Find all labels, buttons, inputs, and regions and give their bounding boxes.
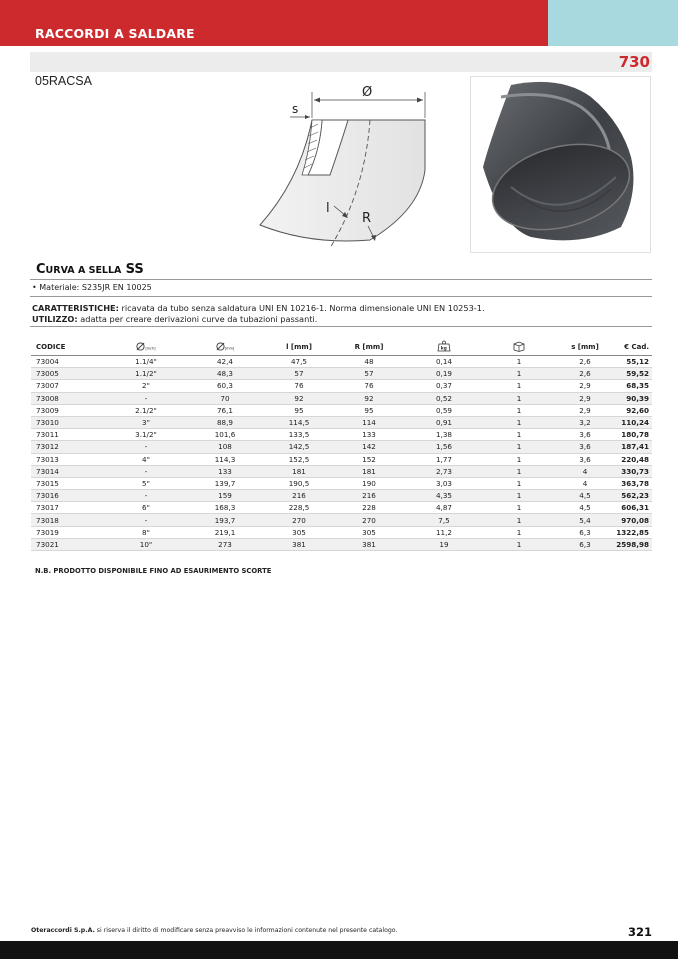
table-cell: 2,9 <box>554 404 616 416</box>
table-cell: 73017 <box>31 502 106 514</box>
table-row <box>31 380 652 392</box>
table-row <box>31 514 652 526</box>
table-cell: 73010 <box>31 416 106 428</box>
table-cell: 1 <box>484 380 554 392</box>
table-cell: 73013 <box>31 453 106 465</box>
table-cell: 6" <box>106 502 186 514</box>
header-bar <box>0 0 548 46</box>
table-cell: 1 <box>484 526 554 538</box>
col-r: R [mm] <box>334 339 404 356</box>
table-cell: 70 <box>186 392 264 404</box>
table-cell: 2,6 <box>554 356 616 368</box>
table-cell: 181 <box>264 465 334 477</box>
table-cell: 57 <box>334 368 404 380</box>
characteristics: CARATTERISTICHE: ricavata da tubo senza saldatura UNI EN 10216-1. Norma dimensionale UNI EN 10253-1. UTILIZZO: adatta per creare derivazioni curve da tubazioni passanti. <box>32 303 485 324</box>
table-cell: 114 <box>334 416 404 428</box>
table-row <box>31 429 652 441</box>
col-diameter-mm: [mm] <box>186 339 264 356</box>
l-label: l <box>326 201 330 216</box>
table-cell: 47,5 <box>264 356 334 368</box>
table-cell: 76 <box>334 380 404 392</box>
table-cell: 68,35 <box>616 380 652 392</box>
saddle-bend-image <box>471 77 650 252</box>
table-cell: 0,91 <box>404 416 484 428</box>
table-row <box>31 356 652 368</box>
category-title: RACCORDI A SALDARE <box>35 26 195 41</box>
technical-diagram <box>250 80 440 250</box>
table-row <box>31 490 652 502</box>
table-cell: 152,5 <box>264 453 334 465</box>
table-cell: 562,23 <box>616 490 652 502</box>
table-cell: 4,35 <box>404 490 484 502</box>
table-cell: 270 <box>334 514 404 526</box>
table-cell: 1,38 <box>404 429 484 441</box>
table-cell: 330,73 <box>616 465 652 477</box>
table-cell: 3.1/2" <box>106 429 186 441</box>
table-cell: 0,14 <box>404 356 484 368</box>
table-cell: - <box>106 441 186 453</box>
table-cell: 1 <box>484 538 554 550</box>
col-l: l [mm] <box>264 339 334 356</box>
table-cell: - <box>106 490 186 502</box>
table-cell: 4,5 <box>554 502 616 514</box>
availability-note: N.B. PRODOTTO DISPONIBILE FINO AD ESAURIMENTO SCORTE <box>35 567 272 575</box>
table-cell: 1 <box>484 490 554 502</box>
table-cell: - <box>106 514 186 526</box>
table-cell: 0,52 <box>404 392 484 404</box>
table-cell: 60,3 <box>186 380 264 392</box>
table-cell: 1.1/4" <box>106 356 186 368</box>
table-cell: 0,59 <box>404 404 484 416</box>
product-table <box>31 339 652 551</box>
diameter-label: Ø <box>362 85 373 100</box>
table-cell: 3,6 <box>554 429 616 441</box>
table-cell: 95 <box>334 404 404 416</box>
table-row <box>31 404 652 416</box>
table-cell: 76,1 <box>186 404 264 416</box>
table-cell: 190 <box>334 477 404 489</box>
table-cell: 73005 <box>31 368 106 380</box>
table-cell: 4,87 <box>404 502 484 514</box>
table-cell: 381 <box>334 538 404 550</box>
col-s: s [mm] <box>554 339 616 356</box>
table-cell: 305 <box>264 526 334 538</box>
table-cell: 5,4 <box>554 514 616 526</box>
table-cell: 8" <box>106 526 186 538</box>
table-cell: 2,6 <box>554 368 616 380</box>
page-code: 730 <box>618 53 650 71</box>
table-cell: 1,77 <box>404 453 484 465</box>
table-cell: 88,9 <box>186 416 264 428</box>
table-cell: 181 <box>334 465 404 477</box>
table-cell: 228 <box>334 502 404 514</box>
table-cell: 305 <box>334 526 404 538</box>
table-cell: 92 <box>264 392 334 404</box>
table-cell: 187,41 <box>616 441 652 453</box>
table-cell: 19 <box>404 538 484 550</box>
table-cell: 73008 <box>31 392 106 404</box>
table-header <box>31 339 652 356</box>
table-cell: 190,5 <box>264 477 334 489</box>
table-cell: 55,12 <box>616 356 652 368</box>
table-row <box>31 502 652 514</box>
r-label: R <box>362 211 372 226</box>
divider <box>30 326 652 327</box>
table-cell: 73015 <box>31 477 106 489</box>
col-weight <box>404 339 484 356</box>
table-cell: 42,4 <box>186 356 264 368</box>
table-cell: 142 <box>334 441 404 453</box>
table-row <box>31 416 652 428</box>
table-cell: 1 <box>484 465 554 477</box>
table-cell: 1 <box>484 392 554 404</box>
table-cell: 3" <box>106 416 186 428</box>
table-row <box>31 392 652 404</box>
table-cell: 92,60 <box>616 404 652 416</box>
footer-bar <box>0 941 678 959</box>
table-cell: 90,39 <box>616 392 652 404</box>
table-cell: 1 <box>484 502 554 514</box>
page-number: 321 <box>627 925 652 939</box>
table-cell: 73012 <box>31 441 106 453</box>
table-cell: 216 <box>264 490 334 502</box>
table-cell: 73011 <box>31 429 106 441</box>
table-cell: 363,78 <box>616 477 652 489</box>
table-cell: 381 <box>264 538 334 550</box>
table-cell: 1.1/2" <box>106 368 186 380</box>
table-cell: 270 <box>264 514 334 526</box>
table-cell: 7,5 <box>404 514 484 526</box>
table-cell: 108 <box>186 441 264 453</box>
table-cell: 95 <box>264 404 334 416</box>
table-cell: 0,19 <box>404 368 484 380</box>
table-cell: 142,5 <box>264 441 334 453</box>
table-cell: 11,2 <box>404 526 484 538</box>
table-cell: 1,56 <box>404 441 484 453</box>
divider <box>30 296 652 297</box>
table-cell: 48,3 <box>186 368 264 380</box>
kg-weight-icon <box>437 340 451 354</box>
box-icon <box>512 340 526 354</box>
divider <box>30 279 652 280</box>
page-code-bar <box>30 52 652 72</box>
header-accent <box>548 0 678 46</box>
table-cell: 1 <box>484 368 554 380</box>
table-cell: 273 <box>186 538 264 550</box>
table-cell: 1 <box>484 356 554 368</box>
material-text: • Materiale: S235JR EN 10025 <box>32 283 152 292</box>
table-cell: 2.1/2" <box>106 404 186 416</box>
table-cell: 101,6 <box>186 429 264 441</box>
table-row <box>31 477 652 489</box>
table-cell: 73009 <box>31 404 106 416</box>
table-cell: 152 <box>334 453 404 465</box>
table-cell: 1322,85 <box>616 526 652 538</box>
table-cell: 73007 <box>31 380 106 392</box>
table-cell: 114,5 <box>264 416 334 428</box>
table-cell: 57 <box>264 368 334 380</box>
table-cell: 3,2 <box>554 416 616 428</box>
table-cell: 76 <box>264 380 334 392</box>
table-cell: 133 <box>186 465 264 477</box>
table-cell: 1 <box>484 441 554 453</box>
col-code: CODICE <box>31 339 106 356</box>
table-cell: 168,3 <box>186 502 264 514</box>
table-cell: 133,5 <box>264 429 334 441</box>
table-cell: 73019 <box>31 526 106 538</box>
table-cell: 1 <box>484 453 554 465</box>
table-cell: 3,6 <box>554 441 616 453</box>
table-cell: 114,3 <box>186 453 264 465</box>
table-cell: 59,52 <box>616 368 652 380</box>
table-cell: 3,6 <box>554 453 616 465</box>
table-cell: 73016 <box>31 490 106 502</box>
table-cell: 1 <box>484 514 554 526</box>
table-cell: 2,9 <box>554 380 616 392</box>
table-cell: 133 <box>334 429 404 441</box>
product-code: 05RACSA <box>35 74 92 88</box>
product-photo <box>470 76 651 253</box>
table-cell: 139,7 <box>186 477 264 489</box>
table-cell: 606,31 <box>616 502 652 514</box>
table-cell: - <box>106 392 186 404</box>
table-cell: 73021 <box>31 538 106 550</box>
table-cell: 110,24 <box>616 416 652 428</box>
table-cell: 180,78 <box>616 429 652 441</box>
table-row <box>31 465 652 477</box>
table-cell: 5" <box>106 477 186 489</box>
table-row <box>31 441 652 453</box>
table-cell: 73018 <box>31 514 106 526</box>
table-cell: 48 <box>334 356 404 368</box>
table-cell: 2" <box>106 380 186 392</box>
col-pack <box>484 339 554 356</box>
table-cell: 4,5 <box>554 490 616 502</box>
table-cell: 228,5 <box>264 502 334 514</box>
table-cell: 2,73 <box>404 465 484 477</box>
table-cell: 4 <box>554 465 616 477</box>
table-cell: 193,7 <box>186 514 264 526</box>
table-cell: 6,3 <box>554 526 616 538</box>
col-diameter-inch: [inch] <box>106 339 186 356</box>
table-cell: 159 <box>186 490 264 502</box>
table-cell: - <box>106 465 186 477</box>
s-label: s <box>292 102 299 116</box>
table-row <box>31 526 652 538</box>
product-title: CURVA A SELLA SS <box>36 262 144 277</box>
table-row <box>31 538 652 550</box>
table-cell: 1 <box>484 429 554 441</box>
table-cell: 216 <box>334 490 404 502</box>
table-cell: 3,03 <box>404 477 484 489</box>
table-cell: 1 <box>484 416 554 428</box>
table-cell: 220,48 <box>616 453 652 465</box>
table-cell: 73014 <box>31 465 106 477</box>
table-cell: 4 <box>554 477 616 489</box>
table-cell: 73004 <box>31 356 106 368</box>
table-cell: 4" <box>106 453 186 465</box>
table-cell: 0,37 <box>404 380 484 392</box>
footer-disclaimer: Oteraccordi S.p.A. si riserva il diritto di modificare senza preavviso le informazioni contenute nel presente catalogo. <box>31 927 398 934</box>
table-row <box>31 368 652 380</box>
svg-text:kg: kg <box>440 346 447 352</box>
table-cell: 2598,98 <box>616 538 652 550</box>
table-body <box>31 356 652 551</box>
table-cell: 2,9 <box>554 392 616 404</box>
table-cell: 1 <box>484 404 554 416</box>
table-cell: 6,3 <box>554 538 616 550</box>
table-cell: 92 <box>334 392 404 404</box>
table-cell: 970,08 <box>616 514 652 526</box>
table-cell: 219,1 <box>186 526 264 538</box>
col-price: € Cad. <box>616 339 652 356</box>
table-cell: 10" <box>106 538 186 550</box>
diameter-icon <box>216 342 225 353</box>
table-cell: 1 <box>484 477 554 489</box>
table-row <box>31 453 652 465</box>
